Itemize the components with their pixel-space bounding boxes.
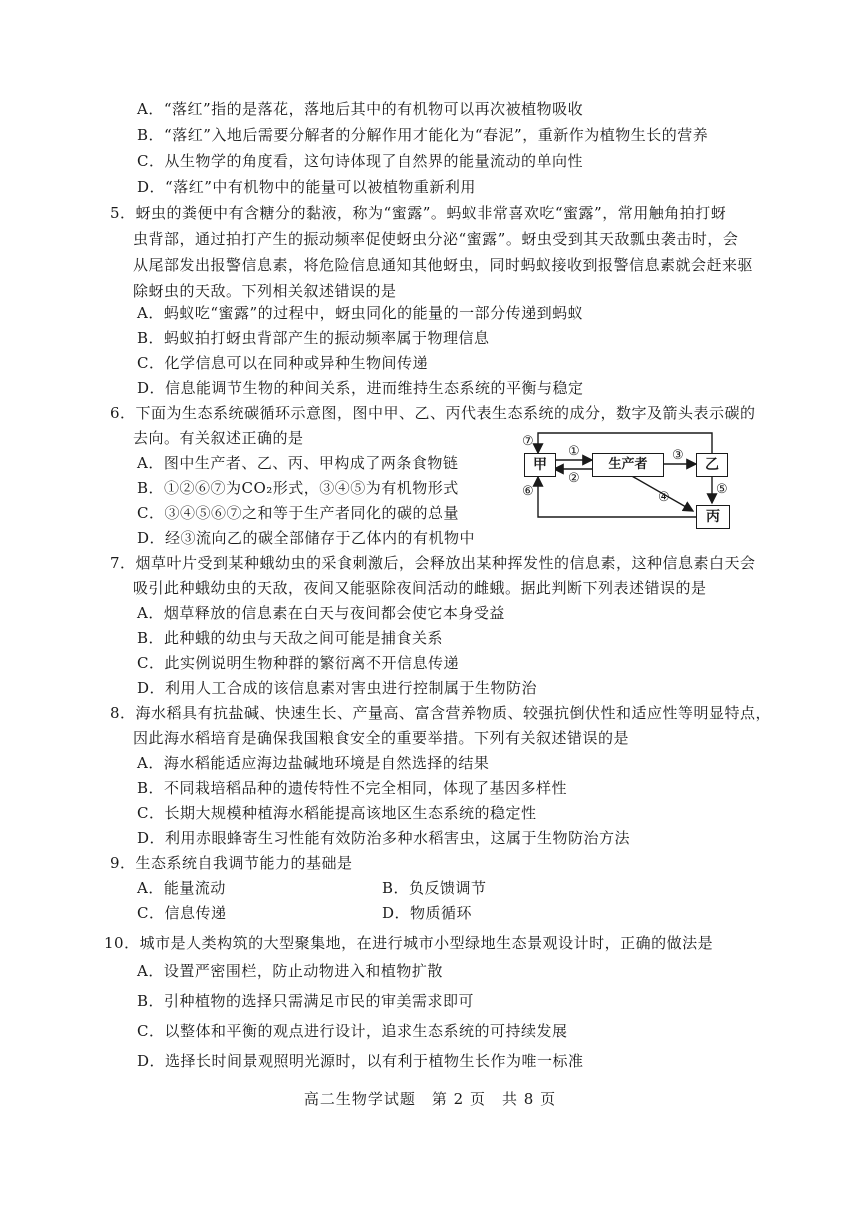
node-bing: 丙 [696, 505, 730, 529]
q9-stem: 9．生态系统自我调节能力的基础是 [110, 854, 353, 872]
q10-stem: 10．城市是人类构筑的大型聚集地，在进行城市小型绿地生态景观设计时，正确的做法是 [104, 934, 714, 952]
node-producer: 生产者 [592, 453, 664, 477]
q7-stem-line-1: 7．烟草叶片受到某种蛾幼虫的采食刺激后，会释放出某种挥发性的信息素，这种信息素白天会 [110, 554, 756, 572]
label-1: ① [568, 444, 580, 459]
page-footer: 高二生物学试题 第 2 页 共 8 页 [303, 1090, 557, 1108]
q6-option-b: B．①②⑥⑦为CO₂形式，③④⑤为有机物形式 [137, 479, 459, 497]
q10-option-d: D．选择长时间景观照明光源时，以有利于植物生长作为唯一标准 [137, 1052, 584, 1070]
q8-option-b: B．不同栽培稻品种的遗传特性不完全相同，体现了基因多样性 [137, 779, 568, 797]
q6-option-d: D．经③流向乙的碳全部储存于乙体内的有机物中 [137, 529, 476, 547]
node-jia: 甲 [524, 453, 556, 477]
q5-stem-line-1: 5．蚜虫的粪便中有含糖分的黏液，称为“蜜露”。蚂蚁非常喜欢吃“蜜露”，常用触角拍打蚜 [110, 204, 727, 222]
label-6: ⑥ [522, 484, 534, 499]
q6-stem-line-1: 6．下面为生态系统碳循环示意图，图中甲、乙、丙代表生态系统的成分，数字及箭头表示碳的 [110, 404, 756, 422]
q4-option-a: A．“落红”指的是落花，落地后其中的有机物可以再次被植物吸收 [137, 100, 584, 118]
q8-stem-line-1: 8．海水稻具有抗盐碱、快速生长、产量高、富含营养物质、较强抗倒伏性和适应性等明显特点， [110, 704, 772, 722]
q8-stem-line-2: 因此海水稻培育是确保我国粮食安全的重要举措。下列有关叙述错误的是 [133, 729, 630, 747]
q9-option-b: B．负反馈调节 [382, 879, 487, 897]
carbon-cycle-diagram [510, 425, 740, 525]
label-5: ⑤ [716, 482, 728, 497]
q9-option-a: A．能量流动 [137, 879, 226, 897]
q8-option-d: D．利用赤眼蜂寄生习性能有效防治多种水稻害虫，这属于生物防治方法 [137, 829, 631, 847]
q4-option-b: B．“落红”入地后需要分解者的分解作用才能化为“春泥”，重新作为植物生长的营养 [137, 126, 709, 144]
q5-stem-line-2: 虫背部，通过拍打产生的振动频率促使蚜虫分泌“蜜露”。蚜虫受到其天敌瓢虫袭击时，会 [133, 230, 739, 248]
node-yi: 乙 [696, 453, 728, 477]
label-4: ④ [658, 490, 670, 505]
label-7: ⑦ [522, 434, 534, 449]
q7-stem-line-2: 吸引此种蛾幼虫的天敌，夜间又能驱除夜间活动的雌蛾。据此判断下列表述错误的是 [133, 579, 707, 597]
q5-option-b: B．蚂蚁拍打蚜虫背部产生的振动频率属于物理信息 [137, 329, 490, 347]
label-2: ② [568, 471, 580, 486]
q5-stem-line-4: 除蚜虫的天敌。下列相关叙述错误的是 [133, 282, 397, 300]
q7-option-a: A．烟草释放的信息素在白天与夜间都会使它本身受益 [137, 604, 505, 622]
q7-option-c: C．此实例说明生物种群的繁衍离不开信息传递 [137, 654, 459, 672]
q6-stem-line-2: 去向。有关叙述正确的是 [133, 429, 304, 447]
q5-stem-line-3: 从尾部发出报警信息素，将危险信息通知其他蚜虫，同时蚂蚁接收到报警信息素就会赶来驱 [133, 256, 754, 274]
q8-option-a: A．海水稻能适应海边盐碱地环境是自然选择的结果 [137, 754, 490, 772]
q10-option-c: C．以整体和平衡的观点进行设计，追求生态系统的可持续发展 [137, 1022, 568, 1040]
q7-option-b: B．此种蛾的幼虫与天敌之间可能是捕食关系 [137, 629, 444, 647]
label-3: ③ [672, 448, 684, 463]
q6-option-a: A．图中生产者、乙、丙、甲构成了两条食物链 [137, 454, 459, 472]
q5-option-a: A．蚂蚁吃“蜜露”的过程中，蚜虫同化的能量的一部分传递到蚂蚁 [137, 304, 584, 322]
q10-option-b: B．引种植物的选择只需满足市民的审美需求即可 [137, 992, 475, 1010]
q9-option-c: C．信息传递 [137, 904, 227, 922]
q10-option-a: A．设置严密围栏，防止动物进入和植物扩散 [137, 962, 443, 980]
q4-option-c: C．从生物学的角度看，这句诗体现了自然界的能量流动的单向性 [137, 152, 583, 170]
q6-option-c: C．③④⑤⑥⑦之和等于生产者同化的碳的总量 [137, 504, 459, 522]
q4-option-d: D．“落红”中有机物中的能量可以被植物重新利用 [137, 178, 476, 196]
q8-option-c: C．长期大规模种植海水稻能提高该地区生态系统的稳定性 [137, 804, 537, 822]
q9-option-d: D．物质循环 [382, 904, 473, 922]
q7-option-d: D．利用人工合成的该信息素对害虫进行控制属于生物防治 [137, 679, 538, 697]
q5-option-c: C．化学信息可以在同种或异种生物间传递 [137, 354, 428, 372]
q5-option-d: D．信息能调节生物的种间关系，进而维持生态系统的平衡与稳定 [137, 379, 584, 397]
